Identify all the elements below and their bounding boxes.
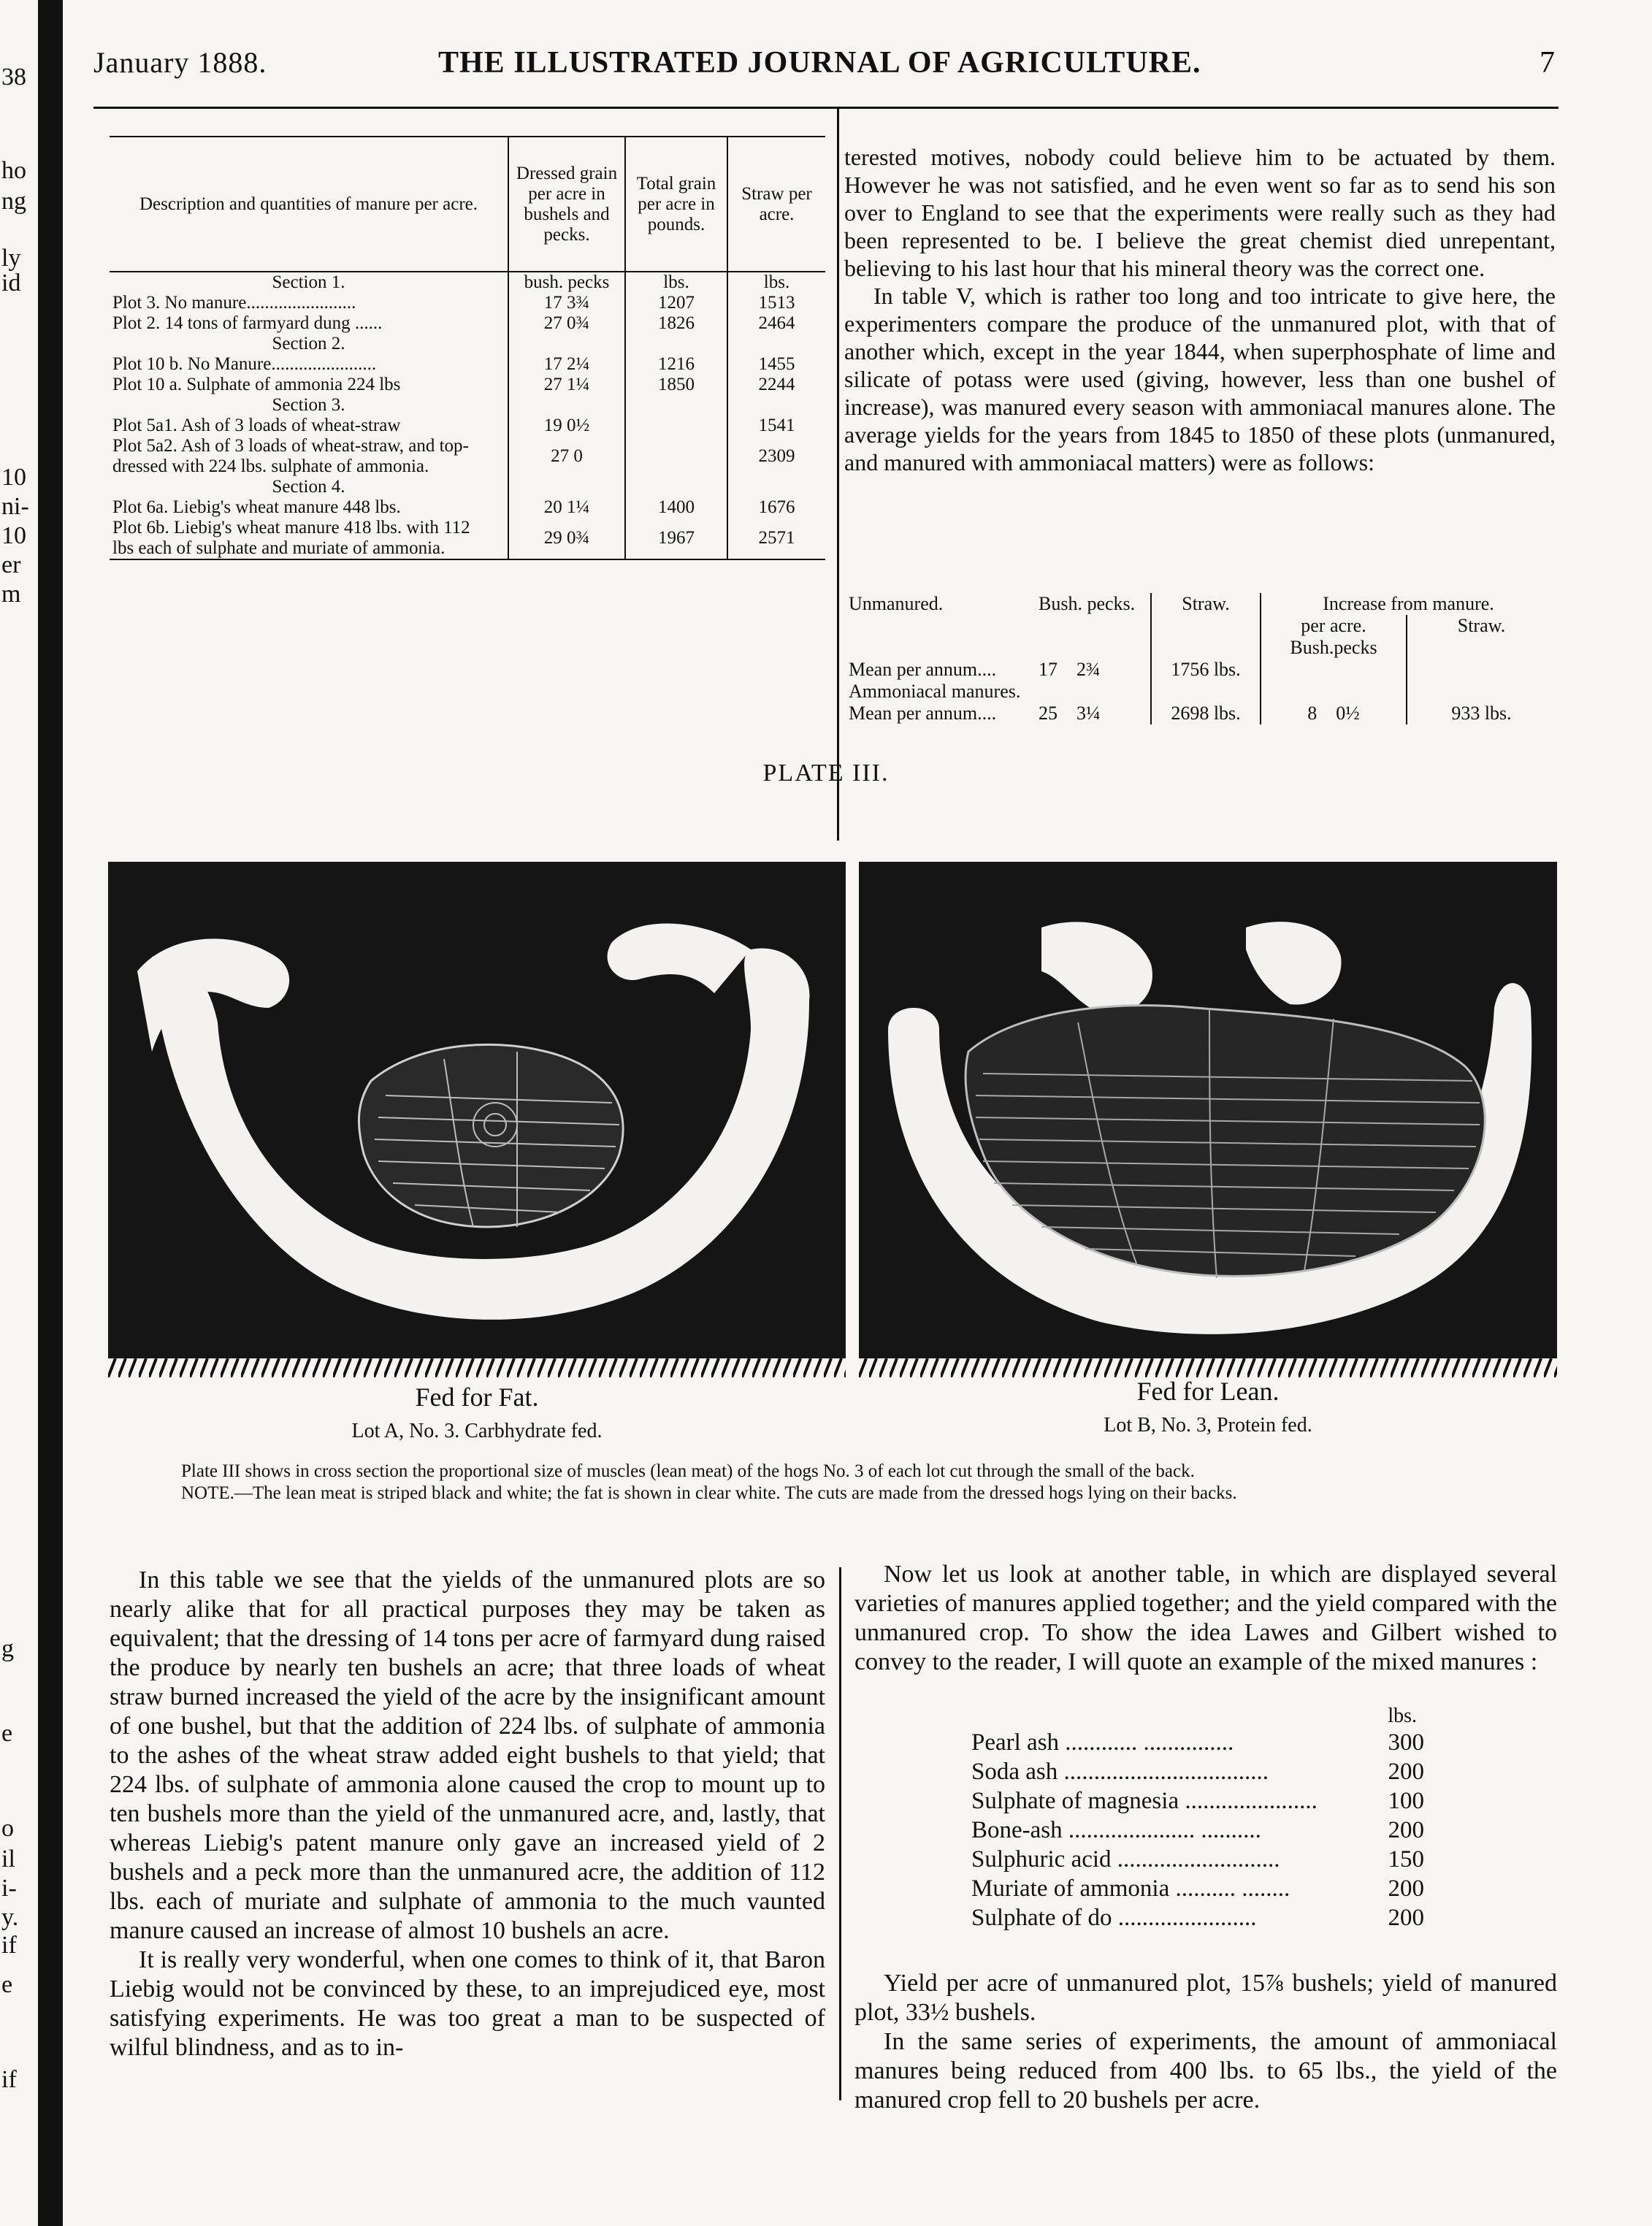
average-yield-table <box>844 593 1556 724</box>
left-column-text <box>110 1566 825 2062</box>
ammoniacal-label: Ammoniacal manures. <box>849 681 1021 702</box>
row-label: Mean per annum.... <box>849 703 997 724</box>
margin-fragment: er <box>1 551 21 578</box>
margin-fragment: 10 <box>1 464 26 491</box>
row-desc: Plot 10 b. No Manure....................... <box>112 354 377 374</box>
row-grain: 17 3¾ <box>508 293 625 313</box>
col-header-description: Description and quantities of manure per acre. <box>110 137 508 272</box>
col-header-total-grain: Total grain per acre in pounds. <box>625 137 727 272</box>
section-label: Section 4. <box>272 477 345 497</box>
column-rule-bottom <box>839 1567 841 2100</box>
paragraph: Now let us look at another table, in which are displayed several varieties of manures applied together; and the yield compared with the unmanured crop. To show the idea Lawes and Gilbert wished to convey to the reader, I will quote an example of the mixed manures : <box>854 1561 1557 1675</box>
margin-fragment: e <box>1 1971 13 1998</box>
paragraph: In table V, which is rather too long and too intricate to give here, the experimenters compare the produce of the unmanured plot, with that of another which, except in the year 1844, when superphosphate of lime and silicate of potass were used (giving, however, less than one bushel of increase), was manured every season with ammoniacal manures alone. The average yields for the years from 1845 to 1850 of these plots (unmanured, and manured with ammoniacal matters) were as follows: <box>844 283 1556 475</box>
row-desc: Plot 3. No manure........................ <box>112 293 356 313</box>
list-item: Soda ash .................................. 200 <box>971 1759 1424 1785</box>
row-straw: 1455 <box>727 354 825 375</box>
margin-fragment: g <box>1 1635 14 1662</box>
row-total <box>625 436 727 477</box>
col-bush-pecks: Bush. pecks. <box>1039 593 1136 614</box>
paragraph: terested motives, nobody could believe him to be actuated by them. However he was not satisfied, and he even went so far as to send his son over to England to see that the experiments were really such as they had been represented to be. I believe the great chemist died unrepentant, believing to his last hour that his mineral theory was the correct one. <box>844 144 1556 281</box>
right-column-text <box>854 1560 1557 1677</box>
plate-description: Plate III shows in cross section the proportional size of muscles (lean meat) of the hogs No. 3 of each lot cut through the small of the back. <box>181 1461 1195 1481</box>
ground-hatch-right <box>859 1358 1557 1377</box>
row-desc: Plot 6a. Liebig's wheat manure 448 lbs. <box>112 497 401 517</box>
margin-fragment: m <box>1 581 21 608</box>
row-straw: 2571 <box>727 518 825 559</box>
row-grain: 29 0¾ <box>508 518 625 559</box>
subcaption-lot-b: Lot B, No. 3, Protein fed. <box>1104 1414 1312 1437</box>
figure-fed-for-fat <box>108 862 846 1358</box>
manure-table <box>110 136 825 560</box>
binding-shadow <box>38 0 63 2226</box>
hog-cross-section-fat-illustration <box>108 862 846 1358</box>
row-straw: 2698 lbs. <box>1151 703 1261 724</box>
manure-table-grid <box>110 137 825 559</box>
margin-fragment: ni- <box>1 493 29 520</box>
paragraph: It is really very wonderful, when one comes to think of it, that Baron Liebig would not be convinced by these, to an imprejudiced eye, most satisfying experiments. He was too great a man to be suspected of wilful blindness, and as to in- <box>110 1946 825 2061</box>
row-straw: 1513 <box>727 293 825 313</box>
margin-fragment: id <box>1 269 21 297</box>
row-total: 1400 <box>625 497 727 518</box>
margin-fragment: e <box>1 1720 13 1747</box>
row-straw: 2464 <box>727 313 825 334</box>
paragraph: In this table we see that the yields of the unmanured plots are so nearly alike that for all practical purposes they may be taken as equivalent; that the dressing of 14 tons per acre of farmyard dung raised the produce by nearly ten bushels an acre; that three loads of wheat straw burned increased the yield of the acre by the insignificant amount of one bushel, but that the addition of 224 lbs. of sulphate of ammonia to the ashes of the wheat straw added eight bushels to that yield; that 224 lbs. of sulphate of ammonia alone caused the crop to mount up to ten bushels more than the yield of the unmanured acre, and, lastly, that whereas Liebig's patent manure only gave an increased yield of 2 bushels and a peck more than the unmanured acre, the addition of 112 lbs. each of muriate and sulphate of ammonia to the much vaunted manure caused an increase of almost 10 bushels an acre. <box>110 1567 826 1944</box>
row-total: 1216 <box>625 354 727 375</box>
list-item: Bone-ash ..................... .......... 200 <box>971 1817 1424 1843</box>
col-straw-increase: Straw. <box>1407 615 1556 659</box>
section-label: Section 2. <box>272 334 345 353</box>
margin-fragment: il <box>1 1846 15 1873</box>
row-straw: 1541 <box>727 416 825 436</box>
increase-bush: 8 0½ <box>1261 703 1407 724</box>
increase-straw: 933 lbs. <box>1407 703 1556 724</box>
row-label: Mean per annum.... <box>849 659 997 680</box>
caption-fed-for-lean: Fed for Lean. <box>1136 1377 1280 1406</box>
list-item: Sulphate of do ....................... 200 <box>971 1905 1424 1931</box>
row-grain: 17 2¼ <box>508 354 625 375</box>
list-item: Pearl ash ............ ............... 300 <box>971 1729 1424 1756</box>
col-header-dressed-grain: Dressed grain per acre in bushels and pecks. <box>508 137 625 272</box>
row-desc: Plot 5a2. Ash of 3 loads of wheat-straw, and top-dressed with 224 lbs. sulphate of ammonia. <box>112 436 469 476</box>
row-grain: 27 0 <box>508 436 625 477</box>
margin-fragment: ly <box>1 245 21 272</box>
margin-fragment: ng <box>1 188 26 215</box>
col-increase: Increase from manure. <box>1261 593 1556 615</box>
paragraph: In the same series of experiments, the amount of ammoniacal manures being reduced from 400 lbs. to 65 lbs., the yield of the manured crop fell to 20 bushels per acre. <box>854 2028 1557 2114</box>
mixed-manures-list <box>971 1728 1424 1932</box>
margin-fragment: o <box>1 1815 14 1842</box>
row-grain: 19 0½ <box>508 416 625 436</box>
manure-unit: lbs. <box>1388 1705 1417 1727</box>
row-grain: 20 1¼ <box>508 497 625 518</box>
margin-fragment: if <box>1 2066 17 2093</box>
header-rule <box>93 107 1559 109</box>
right-column-text-lower <box>854 1969 1557 2115</box>
row-desc: Plot 6b. Liebig's wheat manure 418 lbs. with 112 lbs each of sulphate and muriate of ammonia. <box>112 518 470 558</box>
row-grain: 27 0¾ <box>508 313 625 334</box>
row-straw: 1676 <box>727 497 825 518</box>
table-row: Section 1. <box>272 272 345 292</box>
plate-note-text: NOTE.—The lean meat is striped black and white; the fat is shown in clear white. The cuts are made from the dressed hogs lying on their backs. <box>181 1483 1237 1503</box>
list-item: Sulphuric acid ........................... 150 <box>971 1846 1424 1873</box>
paragraph: Yield per acre of unmanured plot, 15⅞ bushels; yield of manured plot, 33½ bushels. <box>854 1970 1557 2026</box>
row-total: 1826 <box>625 313 727 334</box>
unit-lbs: lbs. <box>727 272 825 293</box>
margin-fragment: i- <box>1 1875 17 1902</box>
col-header-straw: Straw per acre. <box>727 137 825 272</box>
unit-bush-pecks: bush. pecks <box>508 272 625 293</box>
row-grain: 27 1¼ <box>508 375 625 395</box>
ground-hatch-left <box>108 1358 846 1377</box>
margin-fragment: ho <box>1 157 26 184</box>
row-total: 1967 <box>625 518 727 559</box>
col-unmanured: Unmanured. <box>849 593 944 614</box>
margin-fragment: 10 <box>1 522 26 549</box>
plate-note <box>108 1461 1559 1504</box>
unit-lbs: lbs. <box>625 272 727 293</box>
col-per-acre: per acre. Bush.pecks <box>1261 615 1407 659</box>
row-straw: 1756 lbs. <box>1151 659 1261 681</box>
right-top-text <box>844 143 1556 476</box>
row-total: 1207 <box>625 293 727 313</box>
column-rule-top <box>837 107 839 841</box>
figure-fed-for-lean <box>859 862 1557 1358</box>
issue-date: January 1888. <box>93 46 267 79</box>
list-item: Muriate of ammonia .......... ........ 200 <box>971 1875 1424 1902</box>
page-number: 7 <box>1540 46 1556 80</box>
margin-fragment: if <box>1 1932 17 1959</box>
margin-fragment: 38 <box>1 64 26 91</box>
hog-cross-section-lean-illustration <box>859 862 1557 1358</box>
row-value: 17 2¾ <box>1039 659 1101 680</box>
margin-fragment: y. <box>1 1904 19 1931</box>
row-total: 1850 <box>625 375 727 395</box>
row-straw: 2309 <box>727 436 825 477</box>
table-bottom-rule <box>110 559 825 560</box>
journal-title: THE ILLUSTRATED JOURNAL OF AGRICULTURE. <box>438 46 1201 80</box>
section-label: Section 3. <box>272 395 345 415</box>
row-desc: Plot 5a1. Ash of 3 loads of wheat-straw <box>112 416 401 435</box>
row-straw: 2244 <box>727 375 825 395</box>
row-desc: Plot 10 a. Sulphate of ammonia 224 lbs <box>112 375 401 394</box>
subcaption-lot-a: Lot A, No. 3. Carbhydrate fed. <box>351 1420 603 1442</box>
list-item: Sulphate of magnesia ...................... 100 <box>971 1788 1424 1814</box>
scan-left-margin <box>0 0 58 2226</box>
plate-title: PLATE III. <box>762 760 890 787</box>
row-total <box>625 416 727 436</box>
row-desc: Plot 2. 14 tons of farmyard dung ...... <box>112 313 383 333</box>
caption-fed-for-fat: Fed for Fat. <box>415 1382 539 1412</box>
col-straw: Straw. <box>1151 593 1261 615</box>
row-value: 25 3¼ <box>1039 703 1101 724</box>
